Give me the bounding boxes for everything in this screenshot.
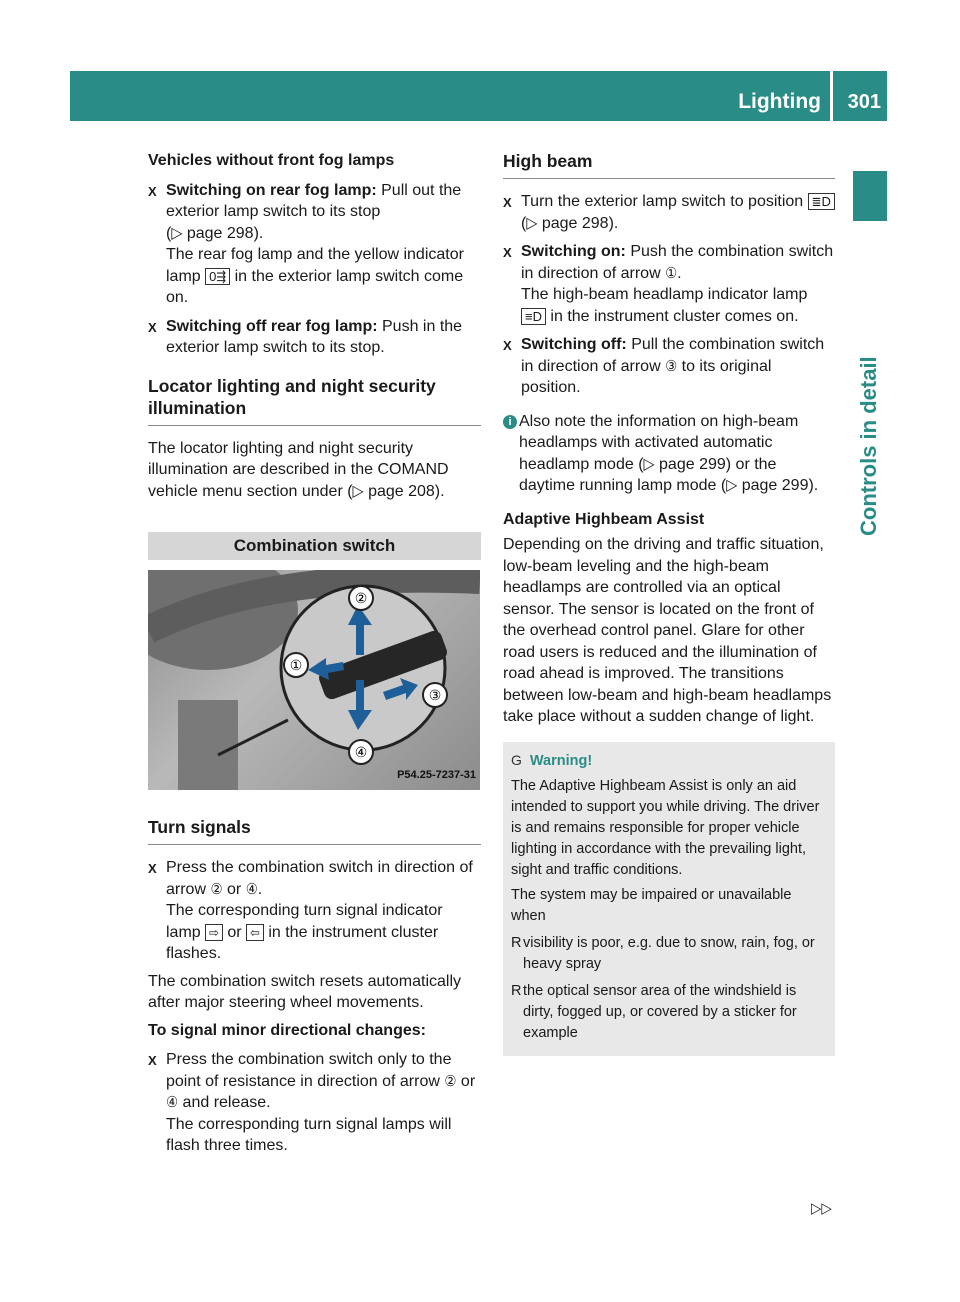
high-beam-icon: ≡D [521, 308, 546, 325]
page-ref[interactable]: (▷ page 298). [521, 214, 619, 232]
fog-on-label: Switching on rear fog lamp: [166, 181, 377, 199]
header-divider [830, 71, 833, 121]
turn-step-text: Press the combination switch in direction of arrow [166, 859, 473, 898]
side-chapter-label [856, 356, 882, 560]
warning-text: The Adaptive Highbeam Assist is only an aid intended to support you while driving. The driver is and remains responsible for proper vehicle lighting in accordance with the prevailing light, sight and traffic conditions. [511, 777, 820, 878]
bullet-text: visibility is poor, e.g. due to snow, rain, fog, or heavy spray [523, 934, 815, 972]
warning-box [503, 742, 835, 1056]
minor-step-text: Press the combination switch only to the point of resistance in direction of arrow [166, 1051, 452, 1090]
combination-switch-illustration [148, 570, 480, 790]
info-note-text: Also note the information on high-beam headlamps with activated automatic headlamp mode (▷ page 299) or the daytime running lamp mode (▷ page 299). [519, 412, 819, 494]
minor-step-text3: The corresponding turn signal lamps will flash three times. [166, 1115, 452, 1154]
minor-step [148, 1049, 481, 1157]
arrow-2-label: ② [354, 590, 368, 606]
warning-triangle-icon: G [511, 751, 522, 768]
rear-fog-lamp-icon: 0⇶ [205, 268, 230, 285]
circled-4: ④ [166, 1094, 179, 1111]
header-bar [70, 71, 887, 121]
figure-caption: P54.25-7237-31 [397, 768, 476, 781]
info-note [503, 411, 835, 497]
high-beam-heading: High beam [503, 150, 835, 179]
hb-step-text: Turn the exterior lamp switch to position [521, 193, 808, 210]
or-text: or [222, 923, 247, 941]
step-arrow-icon: X [148, 183, 157, 199]
right-turn-indicator-icon: ⇨ [205, 924, 223, 941]
step-arrow-icon: X [148, 319, 157, 335]
turn-signals-heading: Turn signals [148, 816, 481, 845]
page-ref[interactable]: (▷ page 298). [166, 224, 264, 242]
fog-on-text2: The rear fog lamp and the yellow indicator lamp [166, 246, 464, 285]
minor-changes-heading: To signal minor directional changes: [148, 1021, 426, 1039]
right-column [503, 150, 835, 1056]
ahb-text: Depending on the driving and traffic situation, low-beam leveling and the high-beam headlamps are controlled via an optical sensor. The sensor is located on the front of the overhead control panel. Glare for other road users is reduced and the illumination of road ahead is improved. The transitions between low-beam and high-beam headlamps take place without a sudden change of light. [503, 536, 832, 725]
page-number: 301 [847, 91, 881, 113]
left-turn-indicator-icon: ⇦ [246, 924, 264, 941]
turn-step-text2: The corresponding turn signal indicator lamp [166, 902, 443, 941]
hb-off-step [503, 334, 835, 399]
bullet-icon: R [511, 982, 522, 999]
combination-switch-figure [148, 570, 480, 790]
or-text: or [222, 880, 246, 898]
fog-off-step [148, 316, 481, 359]
fog-on-text: Pull out the exterior lamp switch to its stop [166, 181, 462, 220]
warning-bullet [511, 981, 827, 1044]
hb-on-text2: The high-beam headlamp indicator lamp [521, 286, 808, 303]
minor-step-text2: and release. [178, 1094, 271, 1111]
fog-off-text: Push in the exterior lamp switch to its stop. [166, 317, 463, 356]
or-text: or [456, 1072, 476, 1090]
arrow-3-label: ③ [428, 687, 442, 703]
turn-reset-text: The combination switch resets automatically after major steering wheel movements. [148, 972, 462, 1011]
bullet-icon: R [511, 934, 522, 951]
warning-text2: The system may be impaired or unavailable when [511, 886, 792, 924]
arrow-1-label: ① [289, 657, 303, 673]
continued-icon: ▷▷ [811, 1200, 832, 1217]
warning-title: Warning! [529, 752, 593, 769]
info-icon: i [503, 415, 517, 429]
step-arrow-icon: X [148, 861, 157, 876]
turn-step-text3: in the instrument cluster flashes. [166, 923, 439, 962]
fog-on-text3: in the exterior lamp switch come on. [166, 267, 464, 306]
hb-position-step [503, 191, 835, 234]
fog-off-label: Switching off rear fog lamp: [166, 317, 378, 335]
ahb-heading: Adaptive Highbeam Assist [503, 510, 705, 528]
circled-2: ② [444, 1072, 457, 1090]
fog-heading: Vehicles without front fog lamps [148, 152, 395, 169]
hb-on-text3: in the instrument cluster comes on. [545, 307, 799, 325]
step-arrow-icon: X [503, 338, 512, 353]
warning-bullet [511, 933, 827, 975]
left-column [148, 150, 481, 1157]
step-arrow-icon: X [503, 195, 512, 210]
combination-switch-heading: Combination switch [148, 532, 481, 560]
side-tab-marker [853, 171, 887, 221]
side-chapter-text: Controls in detail [856, 356, 881, 536]
arrow-4-label: ④ [354, 744, 368, 760]
turn-step: X Press the combination switch in direction of arrow ② or ④. The corresponding turn signal indicator lamp ⇨ or ⇦ in the instrument cluster flashes. [148, 859, 473, 962]
hb-off-label: Switching off: [521, 336, 627, 353]
hb-off-text2: to its original position. [521, 357, 772, 396]
hb-on-text: Push the combination switch in direction of arrow [521, 243, 834, 282]
circled-1: ① [665, 264, 678, 282]
circled-2: ② [210, 880, 223, 898]
hb-off-text: Pull the combination switch in direction of arrow [521, 336, 825, 375]
step-arrow-icon: X [148, 1053, 157, 1068]
low-beam-icon: ≣D [808, 193, 835, 210]
locator-heading: Locator lighting and night security illumination [148, 375, 481, 426]
bullet-text: the optical sensor area of the windshield is dirty, fogged up, or covered by a sticker for example [523, 982, 797, 1041]
hb-on-step: X Switching on: Push the combination switch in direction of arrow ①. The high-beam headlamp indicator lamp ≡D in the instrument cluster comes on. [503, 243, 834, 325]
locator-text: The locator lighting and night security illumination are described in the COMAND vehicle menu section under (▷ page 208). [148, 439, 449, 500]
page-section-title: Lighting [738, 90, 821, 113]
hb-on-label: Switching on: [521, 243, 626, 260]
fog-on-step [148, 180, 481, 309]
circled-3: ③ [665, 357, 678, 375]
step-arrow-icon: X [503, 245, 512, 260]
circled-4: ④ [245, 880, 258, 898]
